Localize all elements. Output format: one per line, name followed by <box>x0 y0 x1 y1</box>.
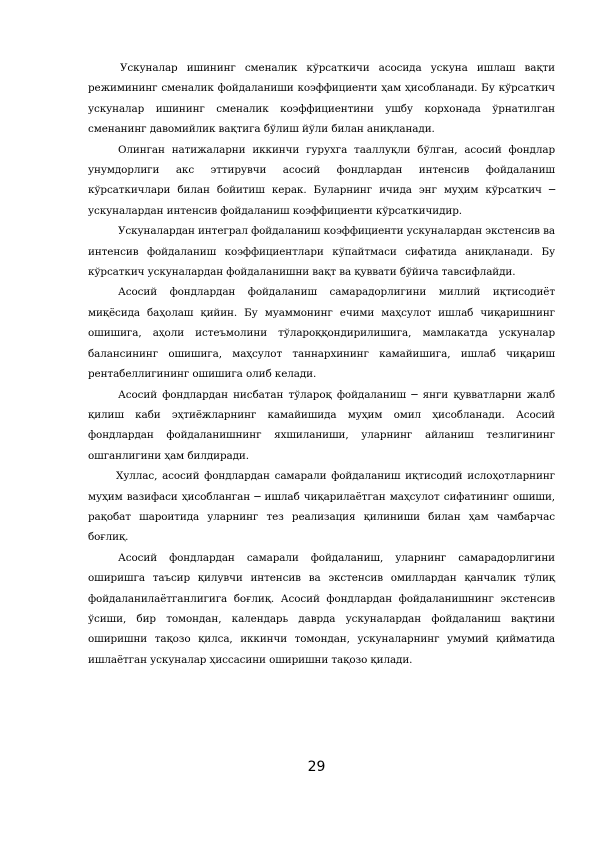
paragraph-5: Асосий фондлардан нисбатан тўлароқ фойдаланиш ─ янги қувватларни жалб қилиш каби эҳтиёжларнинг камайишида муҳим омил ҳисобланади. Асосий фондлардан фойдаланишнинг яхшиланиши, уларнинг айланиш тезлигининг ошганлигини ҳам билдиради. <box>88 388 555 462</box>
paragraph-1: Ускуналар ишининг сменалик кўрсаткичи асосида ускуна ишлаш вақти режимининг сменалик фойдаланиши коэффициенти ҳам ҳисобланади. Бу кўрсаткич ускуналар ишининг сменалик коэффициентини ушбу корхонада ўрнатилган сменанинг давомийлик вақтига бўлиш йўли билан аниқланади. <box>88 62 555 136</box>
page-number: 29 <box>307 759 326 775</box>
paragraph-2: Олинган натижаларни иккинчи гурухга тааллуқли бўлган, асосий фондлар унумдорлиги акс эттирувчи асосий фондлардан интенсив фойдаланиш кўрсаткичлари билан бойитиш керак. Буларнинг ичида энг муҳим кўрсаткич ─ ускуналардан интенсив фойдаланиш коэффициенти кўрсаткичидир. <box>88 143 555 217</box>
paragraph-3: Ускуналардан интеграл фойдаланиш коэффициенти ускуналардан экстенсив ва интенсив фойдаланиш коэффициентлари кўпайтмаси сифатида аниқланади. Бу кўрсаткич ускуналардан фойдаланишни вақт ва қуввати бўйича тавсифлайди. <box>88 225 555 279</box>
paragraph-7: Асосий фондлардан самарали фойдаланиш, уларнинг самарадорлигини оширишга таъсир қилувчи интенсив ва экстенсив омиллардан қанчалик тўлиқ фойдаланилаётганлигига боғлиқ. Асосий фондлардан фойдаланишнинг экстенсив ўсиши, бир томондан, календарь даврда ускуналардан фойдаланиш вақтини оширишни тақозо қилса, иккинчи томондан, ускуналарнинг умумий қийматида ишлаётган ускуналар ҳиссасини оширишни тақозо қилади. <box>88 551 555 666</box>
paragraph-4: Асосий фондлардан фойдаланиш самарадорлигини миллий иқтисодиёт миқёсида баҳолаш қийин. Бу муаммонинг ечими маҳсулот ишлаб чиқаришнинг ошишига, аҳоли истеъмолини тўлароққондирилишига, мамлакатда ускуналар балансининг ошишига, маҳсулот таннархининг камайишига, ишлаб чиқариш рентабеллигининг ошишига олиб келади. <box>88 286 555 381</box>
paragraph-6: Хуллас, асосий фондлардан самарали фойдаланиш иқтисодий ислоҳотларнинг муҳим вазифаси ҳисобланган ─ ишлаб чиқарилаётган маҳсулот сифатининг ошиши, рақобат шароитида уларнинг тез реализация қилиниши билан ҳам чамбарчас боғлиқ. <box>88 470 555 544</box>
body-text <box>88 58 555 670</box>
